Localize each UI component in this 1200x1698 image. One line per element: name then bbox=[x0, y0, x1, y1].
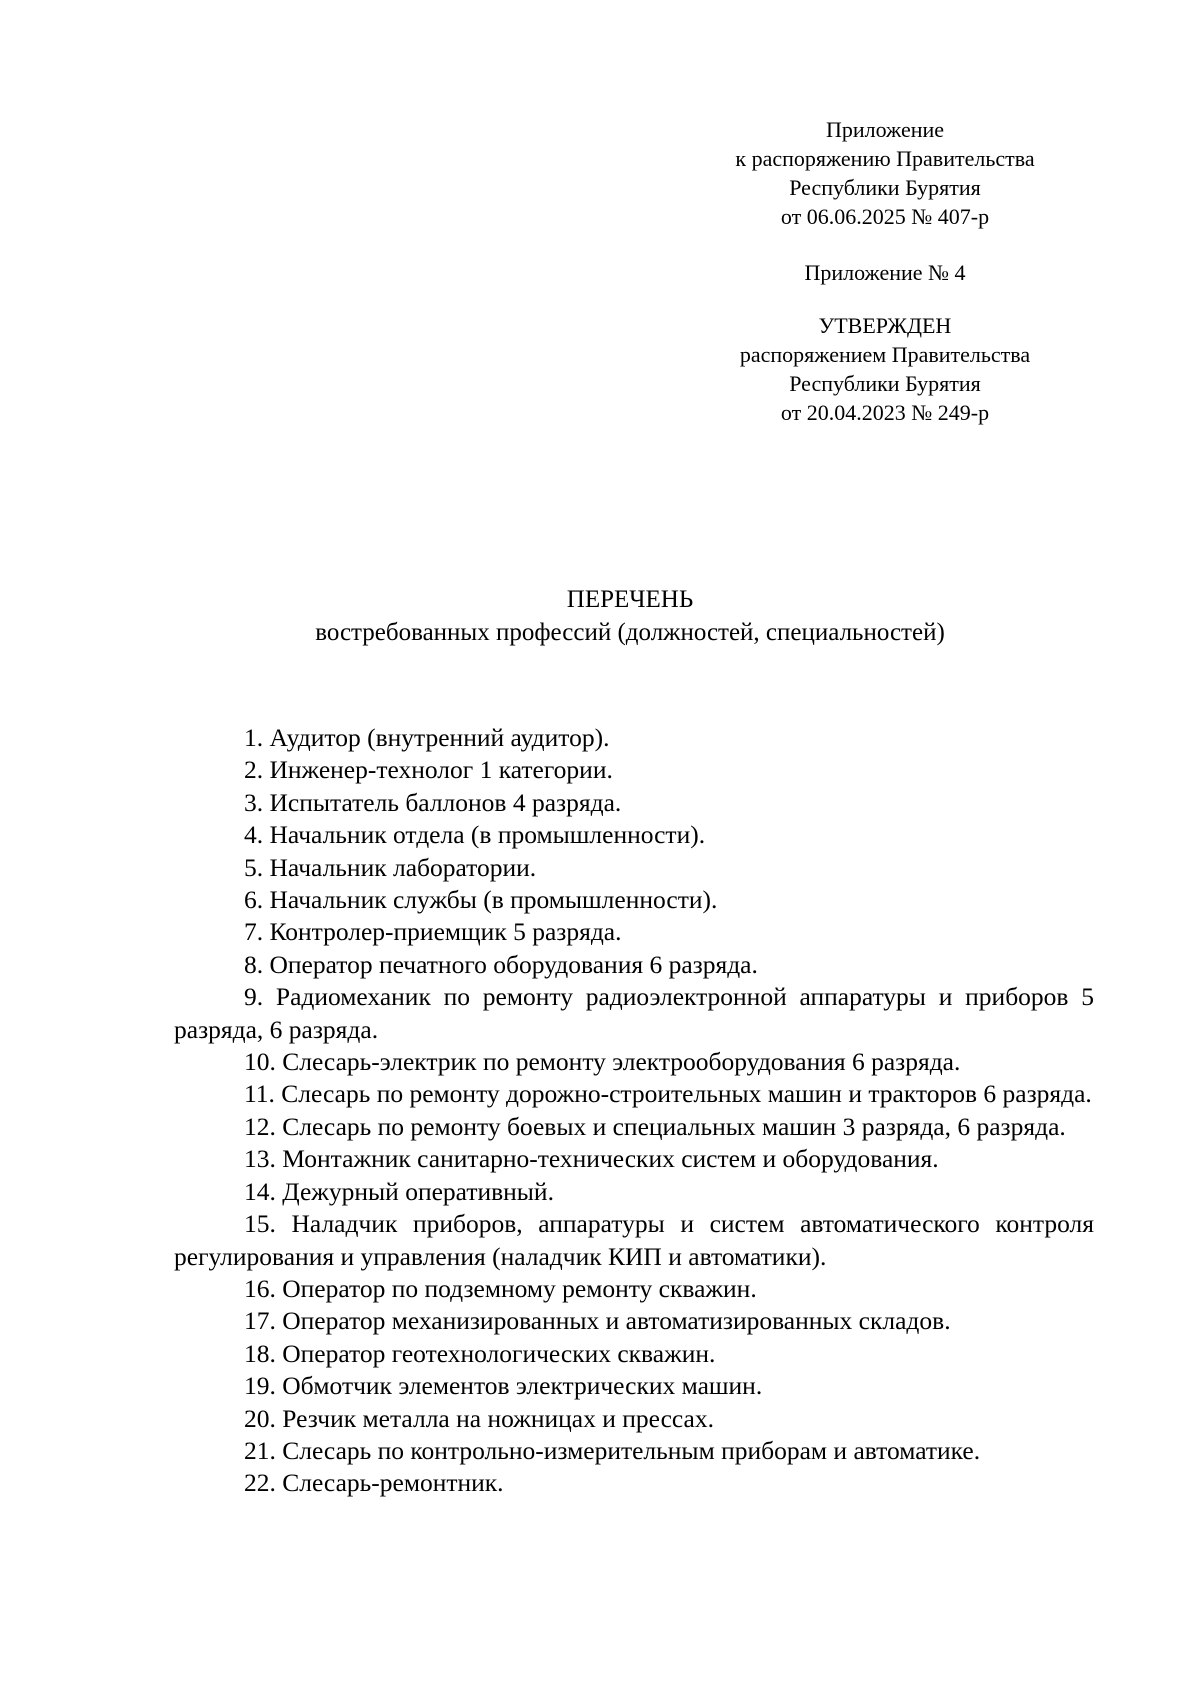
professions-list bbox=[174, 722, 1094, 1500]
list-item: 16. Оператор по подземному ремонту скважин. bbox=[244, 1273, 757, 1303]
approved-line-2: распоряжением Правительства bbox=[739, 342, 1031, 367]
list-item: 8. Оператор печатного оборудования 6 разряда. bbox=[244, 949, 758, 979]
appendix-reference-block bbox=[690, 115, 1080, 231]
list-item: 9. Радиомеханик по ремонту радиоэлектронной аппаратуры и приборов 5 разряда, 6 разряда. bbox=[174, 982, 1094, 1044]
list-item: 18. Оператор геотехнологических скважин. bbox=[244, 1338, 716, 1368]
list-item: 7. Контролер-приемщик 5 разряда. bbox=[244, 917, 622, 947]
list-item: 10. Слесарь-электрик по ремонту электрооборудования 6 разряда. bbox=[244, 1047, 961, 1077]
appendix-line-1: Приложение bbox=[825, 117, 945, 142]
list-item: 6. Начальник службы (в промышленности). bbox=[244, 885, 718, 915]
document-title-block bbox=[0, 583, 1200, 649]
list-item: 4. Начальник отдела (в промышленности). bbox=[244, 820, 706, 850]
document-subtitle: востребованных профессий (должностей, специальностей) bbox=[315, 619, 945, 646]
appendix-line-2: к распоряжению Правительства bbox=[735, 146, 1035, 171]
approved-line-4: от 20.04.2023 № 249-р bbox=[780, 400, 990, 425]
appendix-line-3: Республики Бурятия bbox=[789, 175, 981, 200]
list-item: 20. Резчик металла на ножницах и прессах. bbox=[244, 1403, 714, 1433]
list-item: 3. Испытатель баллонов 4 разряда. bbox=[244, 787, 622, 817]
approved-line-3: Республики Бурятия bbox=[789, 371, 981, 396]
list-item: 12. Слесарь по ремонту боевых и специальных машин 3 разряда, 6 разряда. bbox=[244, 1111, 1066, 1141]
list-item: 1. Аудитор (внутренний аудитор). bbox=[244, 723, 610, 752]
list-item: 11. Слесарь по ремонту дорожно-строительных машин и тракторов 6 разряда. bbox=[244, 1079, 1092, 1109]
list-item: 13. Монтажник санитарно-технических систем и оборудования. bbox=[244, 1144, 939, 1174]
approved-line-1: УТВЕРЖДЕН bbox=[818, 313, 952, 338]
appendix-line-4: от 06.06.2025 № 407-р bbox=[780, 204, 990, 229]
list-item: 5. Начальник лаборатории. bbox=[244, 852, 537, 882]
list-item: 22. Слесарь-ремонтник. bbox=[244, 1468, 504, 1498]
list-item: 21. Слесарь по контрольно-измерительным приборам и автоматике. bbox=[244, 1435, 981, 1465]
list-item: 17. Оператор механизированных и автоматизированных складов. bbox=[244, 1306, 951, 1336]
appendix-number-block bbox=[690, 258, 1080, 287]
list-item: 19. Обмотчик элементов электрических машин. bbox=[244, 1371, 763, 1401]
list-item: 14. Дежурный оперативный. bbox=[244, 1176, 554, 1206]
list-item: 15. Наладчик приборов, аппаратуры и систем автоматического контроля регулирования и управления (наладчик КИП и автоматики). bbox=[174, 1209, 1094, 1271]
list-item: 2. Инженер-технолог 1 категории. bbox=[244, 755, 613, 785]
approved-block bbox=[690, 311, 1080, 427]
appendix-number: Приложение № 4 bbox=[804, 260, 966, 285]
document-title: ПЕРЕЧЕНЬ bbox=[566, 586, 694, 613]
